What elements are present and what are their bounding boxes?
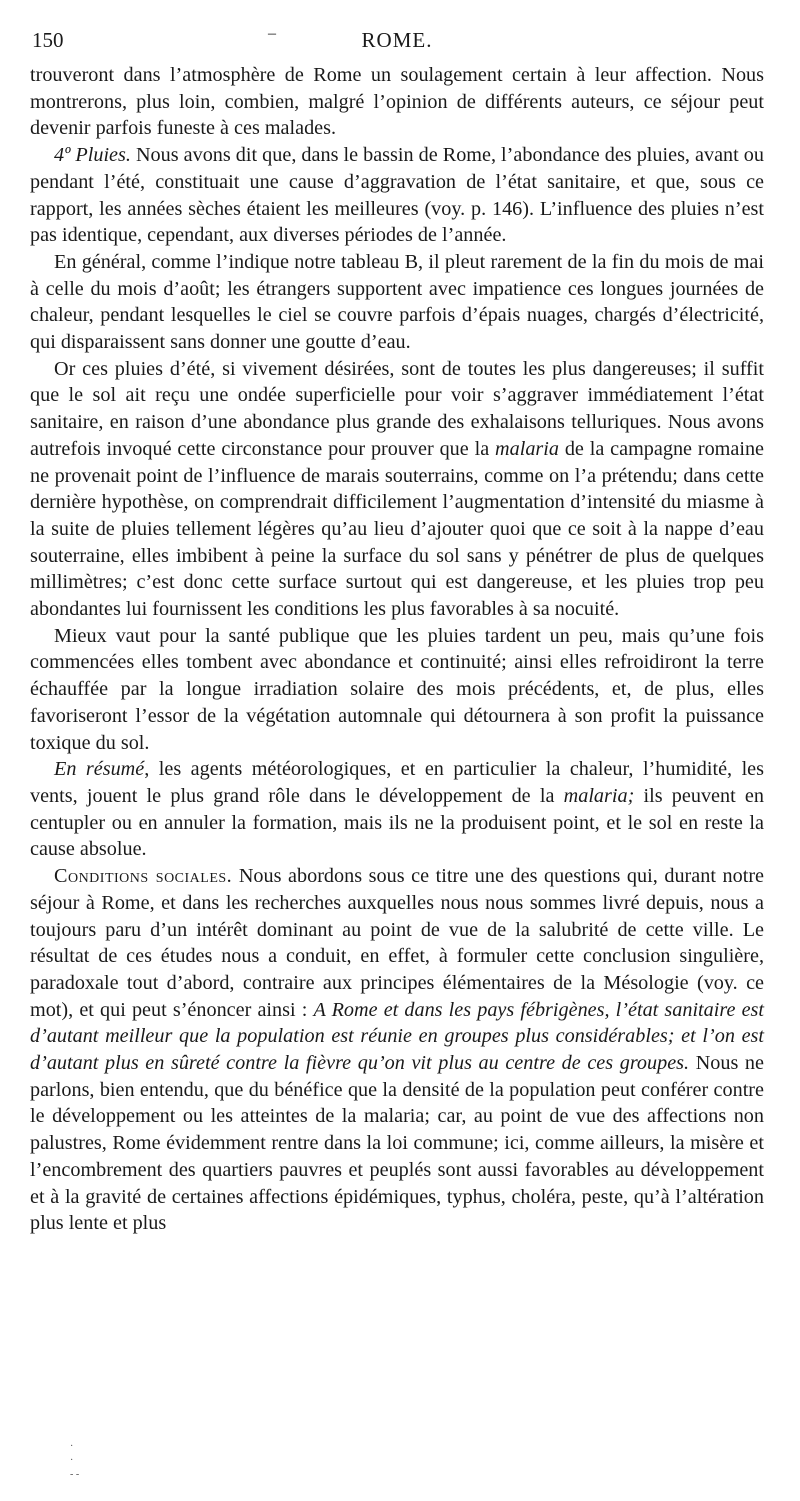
body-text [30,62,764,1237]
scan-specks: · · - - [70,1441,80,1480]
paragraph-en-resume [30,756,764,863]
running-head [30,26,764,54]
paragraph-text: trouveront dans l’atmosphère de Rome un soulagement certain à leur affection. Nous montrerons, plus loin, combien, malgré l’opinion de différents auteurs, ce séjour peut devenir parfois funeste à ces malades. [30,64,764,140]
paragraph-text: Nous avons dit que, dans le bassin de Rome, l’abondance des pluies, avant ou pendant l’été, constituait une cause d’aggravation de l’état sanitaire, et que, sous ce rapport, les années sèches étaient les meilleures (voy. p. 146). L’influence des pluies n’est pas identique, cependant, aux diverses périodes de l’année. [30,144,764,247]
paragraph-text: Or ces pluies d’été, si vivement désirées, sont de toutes les plus dangereuses; il suffit que le sol ait reçu une ondée superficielle pour voir s’aggraver immédiatement l’état sanitaire, en raison d’une abondance plus grande des exhalaisons telluriques. Nous avons autrefois invoqué cette circonstance pour prouver que la [30,357,764,460]
paragraph-continued [30,62,764,142]
paragraph-text: En général, comme l’indique notre tableau B, il pleut rarement de la fin du mois de mai à celle du mois d’août; les étrangers supportent avec impatience ces longues journées de chaleur, pendant lesquelles le ciel se couvre parfois d’épais nuages, chargés d’électricité, qui disparaissent sans donner une goutte d’eau. [30,250,764,354]
paragraph-text: Nous abordons sous ce titre une des questions qui, durant notre séjour à Rome, et dans les recherches auxquelles nous nous sommes livré depuis, nous a toujours paru d’un intérêt dominant au point de vue de la salubrité de cette ville. Le résultat de ces études nous a conduit, en effet, à formuler cette conclusion singulière, paradoxale tout d’abord, contraire aux principes élémentaires de la Mésologie (voy. ce mot), et qui peut s’énoncer ainsi : [30,865,764,1021]
paragraph-text: de la campagne romaine ne provenait point de l’influence de marais souterrains, comme on l’a prétendu; dans cette dernière hypothèse, on comprendrait difficilement l’augmentation d’intensité du miasme à la suite de pluies tellement légères qu’au lieu d’ajouter quoi que ce soit à la nappe d’eau souterraine, elles imbibent à peine la surface du sol sans y pénétrer de plus de quelques millimètres; c’est donc cette surface surtout qui est dangereuse, et les pluies trop peu abondantes lui fournissent les conditions les plus favorables à sa nocuité. [30,437,764,621]
paragraph-text: Nous ne parlons, bien entendu, que du bénéfice que la densité de la population peut conférer contre le développement ou les atteintes de la malaria; car, au point de vue des affections non palustres, Rome évidemment rentre dans la loi commune; ici, comme ailleurs, la misère et l’encombrement des quartiers pauvres et peuplés sont aussi favorables au développement et à la gravité de certaines affections épidémiques, typhus, choléra, peste, qu’à l’altération plus lente et plus [30,1052,764,1235]
paragraph-general [30,249,764,356]
italic-thesis-statement: A Rome et dans les pays fébrigènes, l’état sanitaire est d’autant meilleur que la population est réunie en groupes plus considérables; et l’on est d’autant plus en sûreté contre la fièvre qu’on vit plus au centre de ces groupes. [30,998,765,1075]
section-lead-pluies: 4º Pluies. [54,144,131,167]
lead-en-resume: En résumé [54,758,145,781]
header-mark: – [268,25,276,42]
book-page [30,26,764,1237]
running-title: ROME. [361,28,433,52]
paragraph-pluies [30,142,764,249]
paragraph-text: ils peuvent en centupler ou en annuler la formation, mais ils ne la produisent point, et le sol en reste la cause absolue. [30,784,764,861]
paragraph-conditions-sociales [30,863,764,1237]
paragraph-text: Mieux vaut pour la santé publique que les pluies tardent un peu, mais qu’une fois commencées elles tombent avec abondance et continuité; ainsi elles refroidiront la terre échauffée par la longue irradiation solaire des mois précédents, et, de plus, elles favoriseront l’essor de la végétation automnale qui détournera à son profit la puissance toxique du sol. [30,624,764,754]
page-number: 150 [32,28,64,52]
section-heading-conditions-sociales: Conditions sociales. [54,865,233,888]
italic-term-malaria: malaria; [563,784,635,807]
paragraph-mieux-vaut [30,623,764,757]
paragraph-pluies-ete [30,356,764,623]
italic-term-malaria: malaria [495,437,559,460]
paragraph-text: , les agents météorologiques, et en particulier la chaleur, l’humidité, les vents, jouent le plus grand rôle dans le développement de la [30,758,764,807]
